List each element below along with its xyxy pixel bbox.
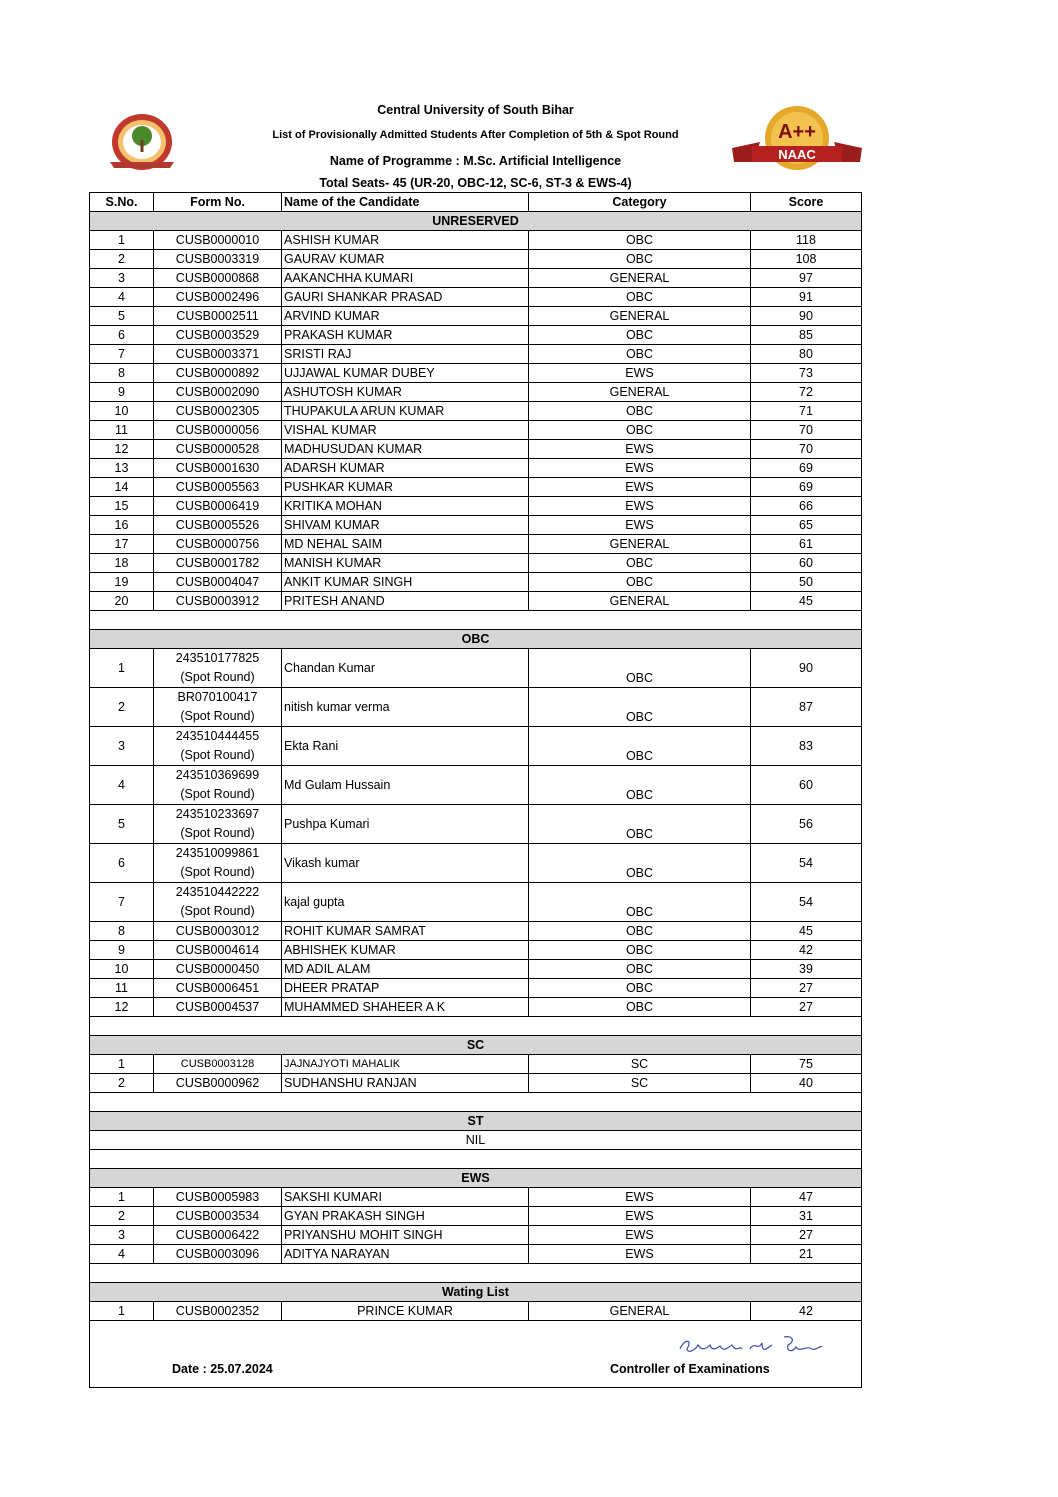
category-cell: OBC	[529, 979, 751, 998]
name-cell: PRINCE KUMAR	[282, 1302, 529, 1321]
naac-a-plus-plus-badge	[730, 104, 864, 174]
score-cell: 83	[751, 727, 862, 766]
score-cell: 60	[751, 554, 862, 573]
table-row	[90, 727, 862, 766]
sno-cell: 6	[90, 844, 154, 883]
name-cell: DHEER PRATAP	[282, 979, 529, 998]
score-cell: 73	[751, 364, 862, 383]
sno-cell: 18	[90, 554, 154, 573]
score-cell: 27	[751, 979, 862, 998]
sno-cell: 10	[90, 402, 154, 421]
score-cell: 42	[751, 941, 862, 960]
sno-cell: 5	[90, 805, 154, 844]
table-row	[90, 1131, 862, 1150]
col-category: Category	[529, 193, 751, 212]
table-row	[90, 402, 862, 421]
category-cell: OBC	[529, 922, 751, 941]
sno-cell: 2	[90, 688, 154, 727]
form-no-cell: CUSB0003371	[154, 345, 282, 364]
score-cell: 50	[751, 573, 862, 592]
name-cell: GYAN PRAKASH SINGH	[282, 1207, 529, 1226]
form-no-cell: CUSB0002305	[154, 402, 282, 421]
form-no-cell: CUSB0002352	[154, 1302, 282, 1321]
category-cell: OBC	[529, 649, 751, 688]
table-row	[90, 922, 862, 941]
category-cell: OBC	[529, 554, 751, 573]
sno-cell: 3	[90, 269, 154, 288]
category-cell: EWS	[529, 1207, 751, 1226]
name-cell: PRAKASH KUMAR	[282, 326, 529, 345]
table-row	[90, 649, 862, 688]
form-no-cell: CUSB0006422	[154, 1226, 282, 1245]
table-row	[90, 231, 862, 250]
form-no-cell: CUSB0000056	[154, 421, 282, 440]
nil-cell: NIL	[90, 1131, 862, 1150]
form-no-cell: CUSB0003128	[154, 1055, 282, 1074]
name-cell: GAURI SHANKAR PRASAD	[282, 288, 529, 307]
form-no-cell: CUSB0004047	[154, 573, 282, 592]
category-cell: OBC	[529, 326, 751, 345]
sno-cell: 12	[90, 998, 154, 1017]
form-no: 243510444455	[175, 729, 260, 743]
category-cell: OBC	[529, 345, 751, 364]
category-cell: GENERAL	[529, 592, 751, 611]
section-sc	[90, 1036, 862, 1055]
name-cell: ARVIND KUMAR	[282, 307, 529, 326]
spacer-cell	[90, 1264, 862, 1283]
score-cell: 85	[751, 326, 862, 345]
table-row	[90, 1245, 862, 1264]
sno-cell: 9	[90, 941, 154, 960]
sno-cell: 10	[90, 960, 154, 979]
category-cell: OBC	[529, 960, 751, 979]
category-cell: OBC	[529, 941, 751, 960]
sno-cell: 3	[90, 1226, 154, 1245]
table-row	[90, 766, 862, 805]
table-row	[90, 459, 862, 478]
table-row	[90, 307, 862, 326]
name-cell: JAJNAJYOTI MAHALIK	[282, 1055, 529, 1074]
section-ews-title: EWS	[90, 1169, 862, 1188]
sno-cell: 17	[90, 535, 154, 554]
score-cell: 60	[751, 766, 862, 805]
table-row	[90, 288, 862, 307]
university-title: Central University of South Bihar	[377, 103, 574, 117]
form-no: 243510233697	[175, 807, 260, 821]
table-row	[90, 1188, 862, 1207]
spacer-cell	[90, 1093, 862, 1112]
name-cell: Pushpa Kumari	[282, 805, 529, 844]
name-cell: kajal gupta	[282, 883, 529, 922]
form-no-cell: CUSB0000868	[154, 269, 282, 288]
col-form-no: Form No.	[154, 193, 282, 212]
sno-cell: 8	[90, 364, 154, 383]
sno-cell: 2	[90, 250, 154, 269]
score-cell: 69	[751, 459, 862, 478]
sno-cell: 14	[90, 478, 154, 497]
score-cell: 27	[751, 1226, 862, 1245]
sno-cell: 15	[90, 497, 154, 516]
category-cell: EWS	[529, 497, 751, 516]
category-cell: OBC	[529, 421, 751, 440]
form-no-cell	[154, 649, 282, 688]
category-cell: OBC	[529, 998, 751, 1017]
table-row	[90, 592, 862, 611]
name-cell: MUHAMMED SHAHEER A K	[282, 998, 529, 1017]
sno-cell: 19	[90, 573, 154, 592]
category-cell: OBC	[529, 805, 751, 844]
total-seats: Total Seats- 45 (UR-20, OBC-12, SC-6, ST-3 & EWS-4)	[319, 176, 632, 190]
university-logo	[106, 112, 178, 174]
form-no-cell	[154, 805, 282, 844]
form-no-cell: CUSB0003012	[154, 922, 282, 941]
spacer-row	[90, 1093, 862, 1112]
score-cell: 72	[751, 383, 862, 402]
sno-cell: 4	[90, 766, 154, 805]
table-row	[90, 421, 862, 440]
category-cell: EWS	[529, 459, 751, 478]
table-row	[90, 383, 862, 402]
issue-date: Date : 25.07.2024	[172, 1362, 273, 1376]
score-cell: 54	[751, 844, 862, 883]
table-row	[90, 573, 862, 592]
sno-cell: 20	[90, 592, 154, 611]
category-cell: GENERAL	[529, 383, 751, 402]
form-no-cell: CUSB0002496	[154, 288, 282, 307]
score-cell: 65	[751, 516, 862, 535]
name-cell: SRISTI RAJ	[282, 345, 529, 364]
category-cell: OBC	[529, 844, 751, 883]
name-cell: THUPAKULA ARUN KUMAR	[282, 402, 529, 421]
section-ews	[90, 1169, 862, 1188]
form-no-cell: CUSB0000450	[154, 960, 282, 979]
table-row	[90, 269, 862, 288]
name-cell: ADITYA NARAYAN	[282, 1245, 529, 1264]
score-cell: 90	[751, 649, 862, 688]
spot-round-label: (Spot Round)	[180, 748, 255, 762]
spot-round-label: (Spot Round)	[180, 670, 255, 684]
score-cell: 21	[751, 1245, 862, 1264]
form-no-cell: CUSB0003319	[154, 250, 282, 269]
score-cell: 87	[751, 688, 862, 727]
form-no-cell	[154, 844, 282, 883]
sno-cell: 5	[90, 307, 154, 326]
table-row	[90, 844, 862, 883]
form-no-cell: CUSB0000528	[154, 440, 282, 459]
spacer-cell	[90, 1017, 862, 1036]
form-no-cell	[154, 883, 282, 922]
spacer-row	[90, 1017, 862, 1036]
category-cell: EWS	[529, 364, 751, 383]
category-cell: GENERAL	[529, 307, 751, 326]
table-row	[90, 1226, 862, 1245]
col-score: Score	[751, 193, 862, 212]
spacer-row	[90, 1264, 862, 1283]
form-no-cell: CUSB0003529	[154, 326, 282, 345]
score-cell: 66	[751, 497, 862, 516]
table-row	[90, 960, 862, 979]
spot-round-label: (Spot Round)	[180, 787, 255, 801]
category-cell: GENERAL	[529, 269, 751, 288]
table-row	[90, 688, 862, 727]
table-header-row	[90, 193, 862, 212]
section-unreserved-title: UNRESERVED	[90, 212, 862, 231]
form-no-cell: CUSB0005983	[154, 1188, 282, 1207]
sno-cell: 1	[90, 231, 154, 250]
spot-round-label: (Spot Round)	[180, 904, 255, 918]
admission-list-table	[89, 192, 862, 1388]
form-no-cell: CUSB0001782	[154, 554, 282, 573]
category-cell: SC	[529, 1074, 751, 1093]
form-no: BR070100417	[177, 690, 258, 704]
section-st	[90, 1112, 862, 1131]
score-cell: 118	[751, 231, 862, 250]
score-cell: 27	[751, 998, 862, 1017]
spacer-row	[90, 611, 862, 630]
table-row	[90, 883, 862, 922]
signatory-title: Controller of Examinations	[610, 1362, 770, 1376]
form-no-cell	[154, 766, 282, 805]
score-cell: 42	[751, 1302, 862, 1321]
table-row	[90, 440, 862, 459]
score-cell: 39	[751, 960, 862, 979]
form-no-cell: CUSB0003534	[154, 1207, 282, 1226]
table-row	[90, 1207, 862, 1226]
spacer-cell	[90, 1150, 862, 1169]
score-cell: 71	[751, 402, 862, 421]
table-row	[90, 516, 862, 535]
form-no: 243510099861	[175, 846, 260, 860]
score-cell: 97	[751, 269, 862, 288]
score-cell: 70	[751, 440, 862, 459]
score-cell: 91	[751, 288, 862, 307]
category-cell: SC	[529, 1055, 751, 1074]
name-cell: ABHISHEK KUMAR	[282, 941, 529, 960]
name-cell: Vikash kumar	[282, 844, 529, 883]
name-cell: SAKSHI KUMARI	[282, 1188, 529, 1207]
category-cell: EWS	[529, 1188, 751, 1207]
form-no-cell: CUSB0000962	[154, 1074, 282, 1093]
spot-round-label: (Spot Round)	[180, 865, 255, 879]
score-cell: 70	[751, 421, 862, 440]
form-no: 243510177825	[175, 651, 260, 665]
sno-cell: 2	[90, 1207, 154, 1226]
form-no-cell: CUSB0003096	[154, 1245, 282, 1264]
category-cell: OBC	[529, 402, 751, 421]
sno-cell: 6	[90, 326, 154, 345]
form-no-cell: CUSB0000892	[154, 364, 282, 383]
category-cell: EWS	[529, 478, 751, 497]
section-st-title: ST	[90, 1112, 862, 1131]
name-cell: MD ADIL ALAM	[282, 960, 529, 979]
sno-cell: 3	[90, 727, 154, 766]
name-cell: GAURAV KUMAR	[282, 250, 529, 269]
sno-cell: 9	[90, 383, 154, 402]
score-cell: 90	[751, 307, 862, 326]
table-row	[90, 535, 862, 554]
name-cell: AAKANCHHA KUMARI	[282, 269, 529, 288]
col-name: Name of the Candidate	[282, 193, 529, 212]
name-cell: ADARSH KUMAR	[282, 459, 529, 478]
score-cell: 108	[751, 250, 862, 269]
name-cell: PRITESH ANAND	[282, 592, 529, 611]
signature	[676, 1331, 824, 1359]
score-cell: 45	[751, 592, 862, 611]
category-cell: OBC	[529, 883, 751, 922]
name-cell: PUSHKAR KUMAR	[282, 478, 529, 497]
score-cell: 61	[751, 535, 862, 554]
table-row	[90, 554, 862, 573]
score-cell: 54	[751, 883, 862, 922]
name-cell: Chandan Kumar	[282, 649, 529, 688]
score-cell: 40	[751, 1074, 862, 1093]
table-row	[90, 326, 862, 345]
name-cell: VISHAL KUMAR	[282, 421, 529, 440]
form-no-cell: CUSB0006451	[154, 979, 282, 998]
sno-cell: 1	[90, 1302, 154, 1321]
section-unreserved	[90, 212, 862, 231]
spot-round-label: (Spot Round)	[180, 826, 255, 840]
table-row	[90, 805, 862, 844]
category-cell: EWS	[529, 1245, 751, 1264]
svg-text:NAAC: NAAC	[778, 147, 816, 162]
name-cell: ROHIT KUMAR SAMRAT	[282, 922, 529, 941]
score-cell: 80	[751, 345, 862, 364]
form-no-cell	[154, 688, 282, 727]
category-cell: EWS	[529, 516, 751, 535]
form-no-cell: CUSB0004614	[154, 941, 282, 960]
programme-name: Name of Programme : M.Sc. Artificial Intelligence	[329, 154, 622, 168]
sno-cell: 11	[90, 979, 154, 998]
form-no-cell: CUSB0000010	[154, 231, 282, 250]
sno-cell: 1	[90, 1055, 154, 1074]
category-cell: OBC	[529, 766, 751, 805]
sno-cell: 1	[90, 649, 154, 688]
name-cell: MD NEHAL SAIM	[282, 535, 529, 554]
category-cell: OBC	[529, 231, 751, 250]
score-cell: 31	[751, 1207, 862, 1226]
name-cell: MANISH KUMAR	[282, 554, 529, 573]
sno-cell: 4	[90, 1245, 154, 1264]
table-row	[90, 1055, 862, 1074]
form-no-cell: CUSB0006419	[154, 497, 282, 516]
list-subtitle: List of Provisionally Admitted Students After Completion of 5th & Spot Round	[272, 129, 679, 141]
form-no-cell: CUSB0005563	[154, 478, 282, 497]
sno-cell: 16	[90, 516, 154, 535]
col-sno: S.No.	[90, 193, 154, 212]
form-no-cell: CUSB0002511	[154, 307, 282, 326]
sno-cell: 2	[90, 1074, 154, 1093]
form-no: 243510369699	[175, 768, 260, 782]
form-no-cell: CUSB0001630	[154, 459, 282, 478]
form-no: 243510442222	[175, 885, 260, 899]
category-cell: GENERAL	[529, 1302, 751, 1321]
sno-cell: 1	[90, 1188, 154, 1207]
sno-cell: 7	[90, 345, 154, 364]
name-cell: PRIYANSHU MOHIT SINGH	[282, 1226, 529, 1245]
sno-cell: 12	[90, 440, 154, 459]
name-cell: MADHUSUDAN KUMAR	[282, 440, 529, 459]
name-cell: Ekta Rani	[282, 727, 529, 766]
form-no-cell: CUSB0003912	[154, 592, 282, 611]
form-no-cell: CUSB0004537	[154, 998, 282, 1017]
score-cell: 75	[751, 1055, 862, 1074]
category-cell: OBC	[529, 573, 751, 592]
table-row	[90, 497, 862, 516]
sno-cell: 4	[90, 288, 154, 307]
category-cell: EWS	[529, 440, 751, 459]
table-row	[90, 1074, 862, 1093]
category-cell: OBC	[529, 688, 751, 727]
table-row	[90, 250, 862, 269]
name-cell: SUDHANSHU RANJAN	[282, 1074, 529, 1093]
category-cell: OBC	[529, 727, 751, 766]
table-row	[90, 478, 862, 497]
table-row	[90, 1302, 862, 1321]
table-row	[90, 998, 862, 1017]
table-row	[90, 941, 862, 960]
score-cell: 47	[751, 1188, 862, 1207]
section-waiting-list-title: Wating List	[90, 1283, 862, 1302]
form-no-cell: CUSB0002090	[154, 383, 282, 402]
name-cell: ASHUTOSH KUMAR	[282, 383, 529, 402]
score-cell: 69	[751, 478, 862, 497]
svg-text:A++: A++	[778, 121, 816, 143]
spacer-cell	[90, 611, 862, 630]
form-no-cell	[154, 727, 282, 766]
section-obc-title: OBC	[90, 630, 862, 649]
category-cell: OBC	[529, 250, 751, 269]
table-row	[90, 979, 862, 998]
category-cell: OBC	[529, 288, 751, 307]
name-cell: ANKIT KUMAR SINGH	[282, 573, 529, 592]
sno-cell: 13	[90, 459, 154, 478]
sno-cell: 7	[90, 883, 154, 922]
name-cell: Md Gulam Hussain	[282, 766, 529, 805]
form-no-cell: CUSB0005526	[154, 516, 282, 535]
spot-round-label: (Spot Round)	[180, 709, 255, 723]
score-cell: 56	[751, 805, 862, 844]
section-waiting-list	[90, 1283, 862, 1302]
category-cell: GENERAL	[529, 535, 751, 554]
section-sc-title: SC	[90, 1036, 862, 1055]
name-cell: ASHISH KUMAR	[282, 231, 529, 250]
score-cell: 45	[751, 922, 862, 941]
table-row	[90, 364, 862, 383]
sno-cell: 8	[90, 922, 154, 941]
table-row	[90, 345, 862, 364]
sno-cell: 11	[90, 421, 154, 440]
name-cell: KRITIKA MOHAN	[282, 497, 529, 516]
section-obc	[90, 630, 862, 649]
form-no-cell: CUSB0000756	[154, 535, 282, 554]
name-cell: nitish kumar verma	[282, 688, 529, 727]
name-cell: UJJAWAL KUMAR DUBEY	[282, 364, 529, 383]
name-cell: SHIVAM KUMAR	[282, 516, 529, 535]
spacer-row	[90, 1150, 862, 1169]
category-cell: EWS	[529, 1226, 751, 1245]
